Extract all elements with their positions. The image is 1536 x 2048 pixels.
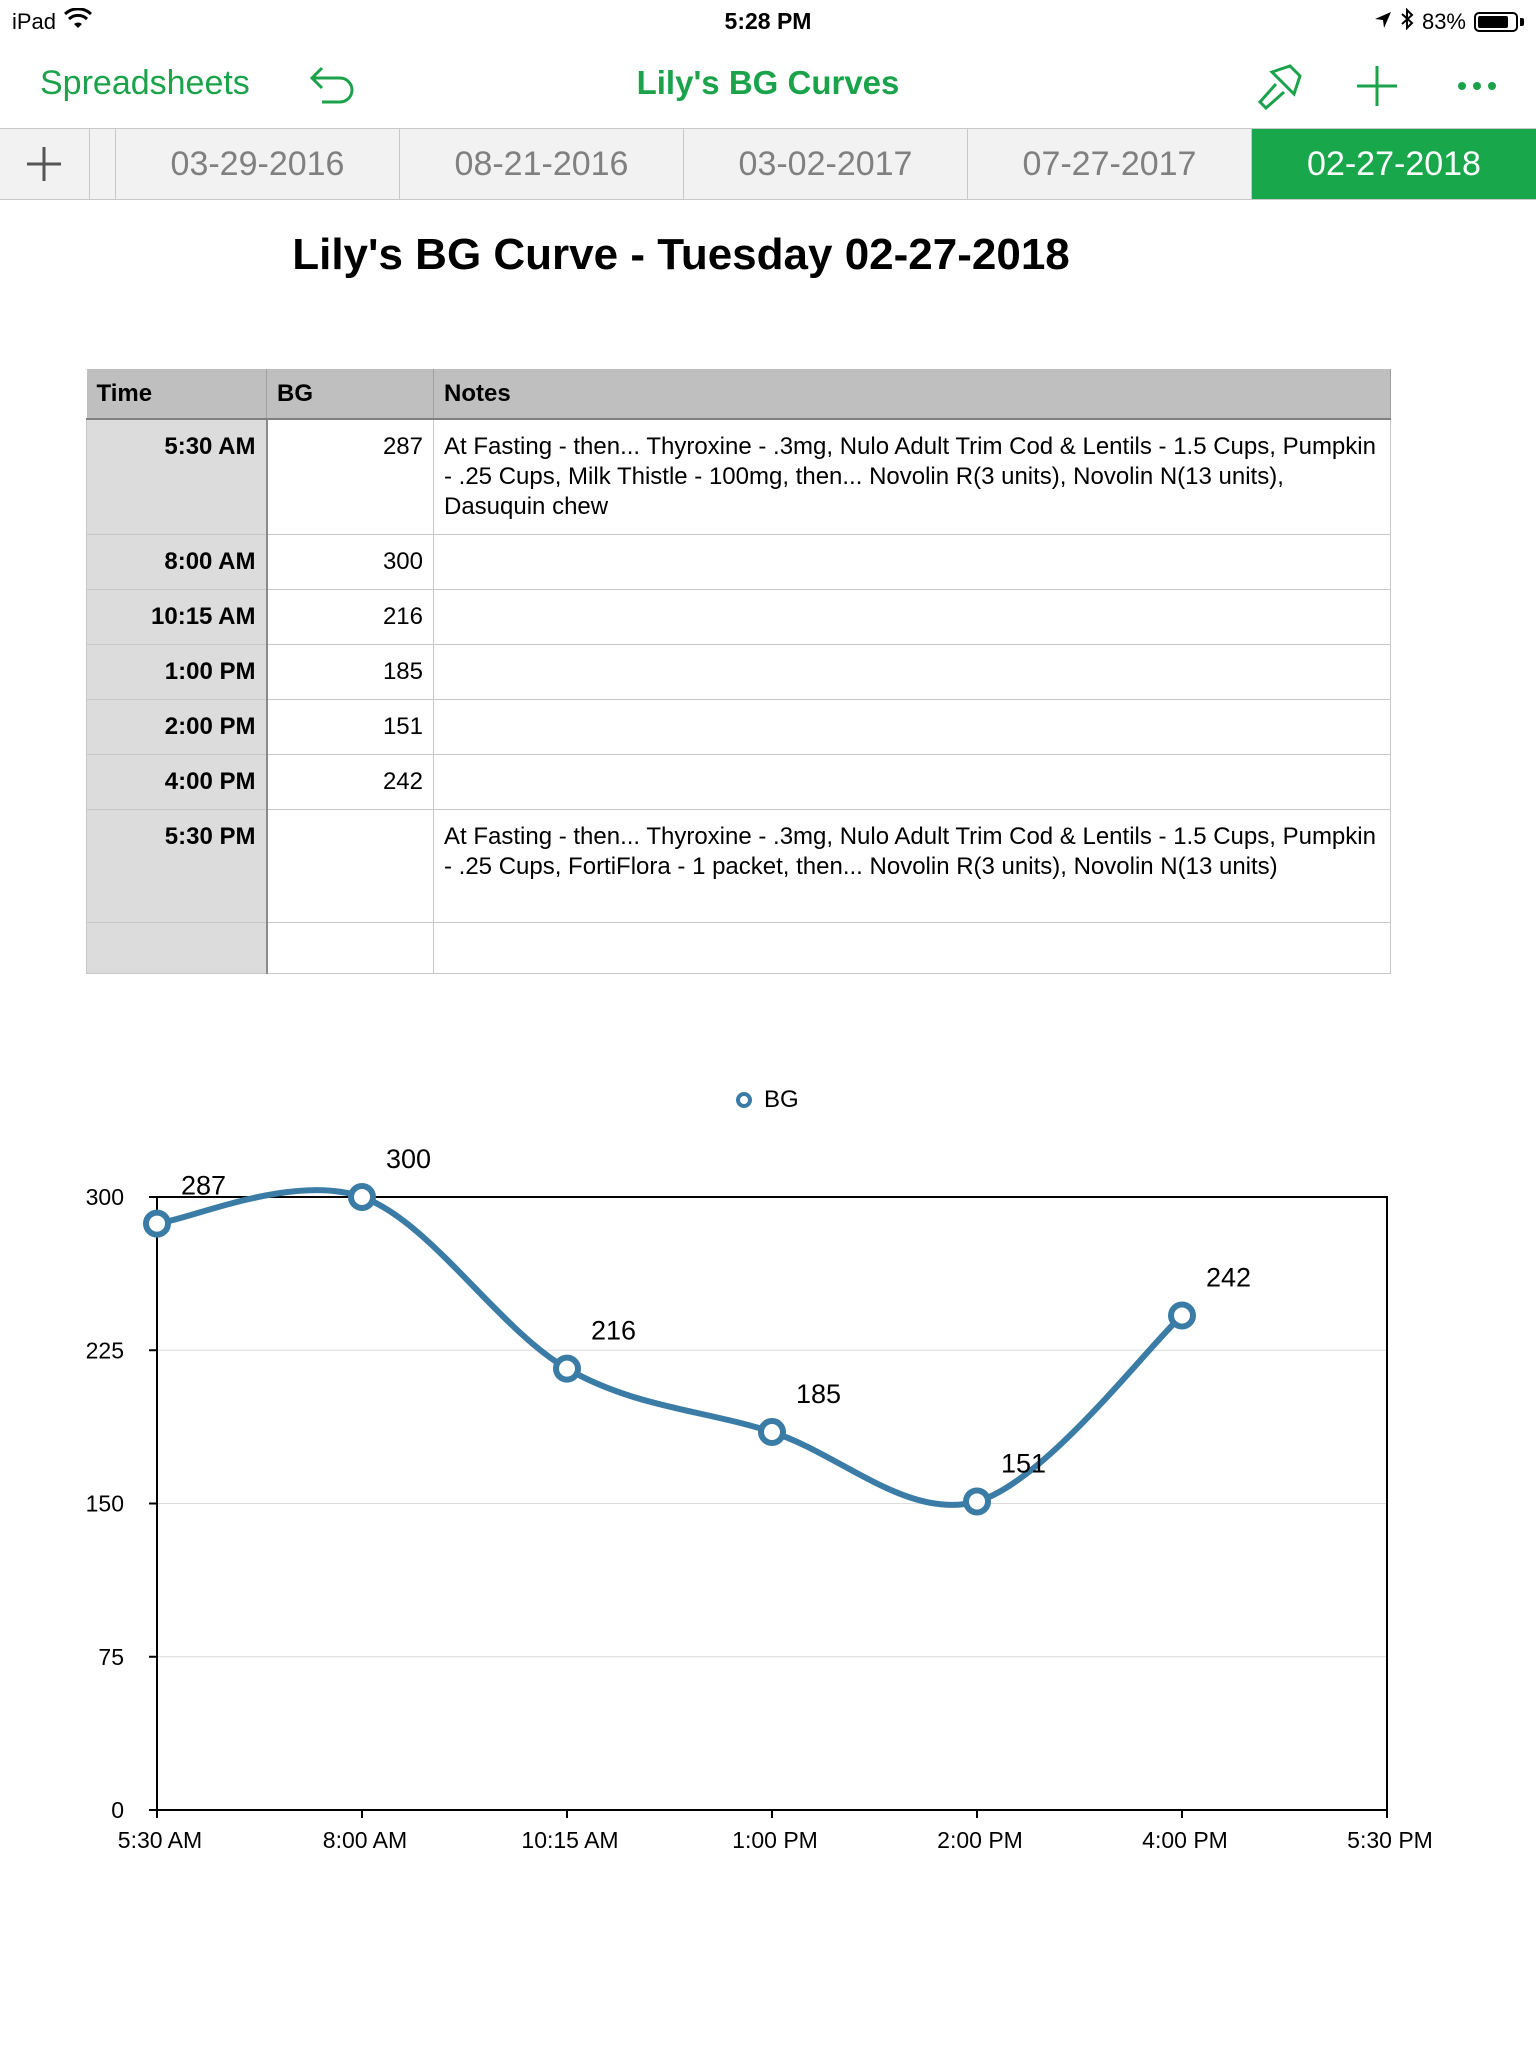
status-bar xyxy=(0,0,1536,42)
clock: 5:28 PM xyxy=(724,8,812,34)
bg-cell[interactable]: 216 xyxy=(267,590,434,645)
table-row xyxy=(87,535,1391,590)
bg-cell[interactable]: 287 xyxy=(267,419,434,535)
bg-cell[interactable] xyxy=(267,923,434,974)
toolbar xyxy=(0,42,1536,128)
bg-cell[interactable]: 151 xyxy=(267,700,434,755)
bg-table xyxy=(86,369,1391,974)
y-tick-label: 75 xyxy=(98,1643,124,1670)
legend-label: BG xyxy=(764,1086,799,1113)
x-tick-label: 1:00 PM xyxy=(732,1827,818,1853)
tab-03-02-2017[interactable]: 03-02-2017 xyxy=(684,129,968,199)
data-label: 151 xyxy=(1001,1448,1047,1479)
data-point xyxy=(761,1421,783,1443)
time-cell[interactable]: 4:00 PM xyxy=(87,755,267,810)
data-label: 185 xyxy=(796,1378,842,1409)
sheet-tab-bar xyxy=(0,128,1536,200)
x-tick-label: 10:15 AM xyxy=(521,1827,619,1853)
bg-cell[interactable]: 242 xyxy=(267,755,434,810)
tab-separator xyxy=(90,129,116,199)
table-row xyxy=(87,419,1391,535)
document-title: Lily's BG Curves xyxy=(636,64,900,101)
x-tick-label: 8:00 AM xyxy=(322,1827,408,1853)
time-cell[interactable]: 5:30 PM xyxy=(87,810,267,923)
time-cell[interactable]: 5:30 AM xyxy=(87,419,267,535)
y-tick-label: 225 xyxy=(85,1337,124,1364)
tab-03-29-2016[interactable]: 03-29-2016 xyxy=(116,129,400,199)
paintbrush-icon[interactable] xyxy=(1254,62,1304,110)
x-tick-label: 5:30 PM xyxy=(1347,1827,1433,1853)
data-point xyxy=(351,1186,373,1208)
battery-percent: 83% xyxy=(1421,9,1466,34)
bg-cell[interactable]: 300 xyxy=(267,535,434,590)
header-bg[interactable]: BG xyxy=(267,369,434,419)
table-row xyxy=(87,590,1391,645)
bg-line-chart xyxy=(0,1060,1536,1980)
time-cell[interactable]: 2:00 PM xyxy=(87,700,267,755)
y-tick-label: 300 xyxy=(85,1184,124,1210)
table-row xyxy=(87,923,1391,974)
data-point xyxy=(146,1213,168,1235)
battery-level xyxy=(1478,16,1508,28)
notes-cell[interactable]: At Fasting - then... Thyroxine - .3mg, Nulo Adult Trim Cod & Lentils - 1.5 Cups, Pumpkin - .25 Cups, Milk Thistle - 100mg, then... Novolin R(3 units), Novolin N(13 units), Dasuquin chew xyxy=(434,419,1391,535)
add-icon[interactable] xyxy=(1352,62,1402,110)
add-sheet-button[interactable] xyxy=(0,129,90,199)
more-icon[interactable] xyxy=(1452,62,1502,110)
data-point xyxy=(966,1490,988,1512)
battery-nub xyxy=(1520,18,1524,26)
y-tick-label: 0 xyxy=(111,1797,124,1823)
data-label: 216 xyxy=(591,1315,637,1346)
notes-cell[interactable] xyxy=(434,645,1391,700)
bg-cell[interactable]: 185 xyxy=(267,645,434,700)
x-tick-label: 2:00 PM xyxy=(937,1827,1023,1853)
notes-cell[interactable] xyxy=(434,923,1391,974)
table-row xyxy=(87,755,1391,810)
x-tick-label: 5:30 AM xyxy=(117,1827,203,1853)
notes-cell[interactable] xyxy=(434,590,1391,645)
device-label: iPad xyxy=(12,9,57,34)
sheet-title: Lily's BG Curve - Tuesday 02-27-2018 xyxy=(292,230,1070,279)
spreadsheets-back-button[interactable]: Spreadsheets xyxy=(40,64,250,102)
data-point xyxy=(556,1358,578,1380)
notes-cell[interactable] xyxy=(434,700,1391,755)
y-tick-label: 150 xyxy=(85,1490,124,1517)
tab-02-27-2018[interactable]: 02-27-2018 xyxy=(1252,129,1536,199)
time-cell[interactable]: 10:15 AM xyxy=(87,590,267,645)
battery-icon xyxy=(1474,12,1518,32)
time-cell[interactable]: 1:00 PM xyxy=(87,645,267,700)
data-label: 242 xyxy=(1206,1262,1252,1293)
notes-cell[interactable] xyxy=(434,535,1391,590)
table-row xyxy=(87,645,1391,700)
notes-cell[interactable] xyxy=(434,755,1391,810)
data-label: 287 xyxy=(181,1170,227,1201)
header-time[interactable]: Time xyxy=(87,369,267,419)
time-cell[interactable] xyxy=(87,923,267,974)
data-label: 300 xyxy=(386,1144,432,1174)
tab-07-27-2017[interactable]: 07-27-2017 xyxy=(968,129,1252,199)
tab-08-21-2016[interactable]: 08-21-2016 xyxy=(400,129,684,199)
header-notes[interactable]: Notes xyxy=(434,369,1391,419)
table-row xyxy=(87,810,1391,923)
x-tick-label: 4:00 PM xyxy=(1142,1827,1228,1853)
time-cell[interactable]: 8:00 AM xyxy=(87,535,267,590)
table-header-row xyxy=(87,369,1391,419)
location-icon xyxy=(1374,9,1392,35)
bluetooth-icon xyxy=(1400,8,1414,36)
table-row xyxy=(87,700,1391,755)
data-point xyxy=(1171,1305,1193,1327)
bg-cell[interactable] xyxy=(267,810,434,923)
notes-cell[interactable]: At Fasting - then... Thyroxine - .3mg, Nulo Adult Trim Cod & Lentils - 1.5 Cups, Pumpkin - .25 Cups, FortiFlora - 1 packet, then... Novolin R(3 units), Novolin N(13 units) xyxy=(434,810,1391,923)
